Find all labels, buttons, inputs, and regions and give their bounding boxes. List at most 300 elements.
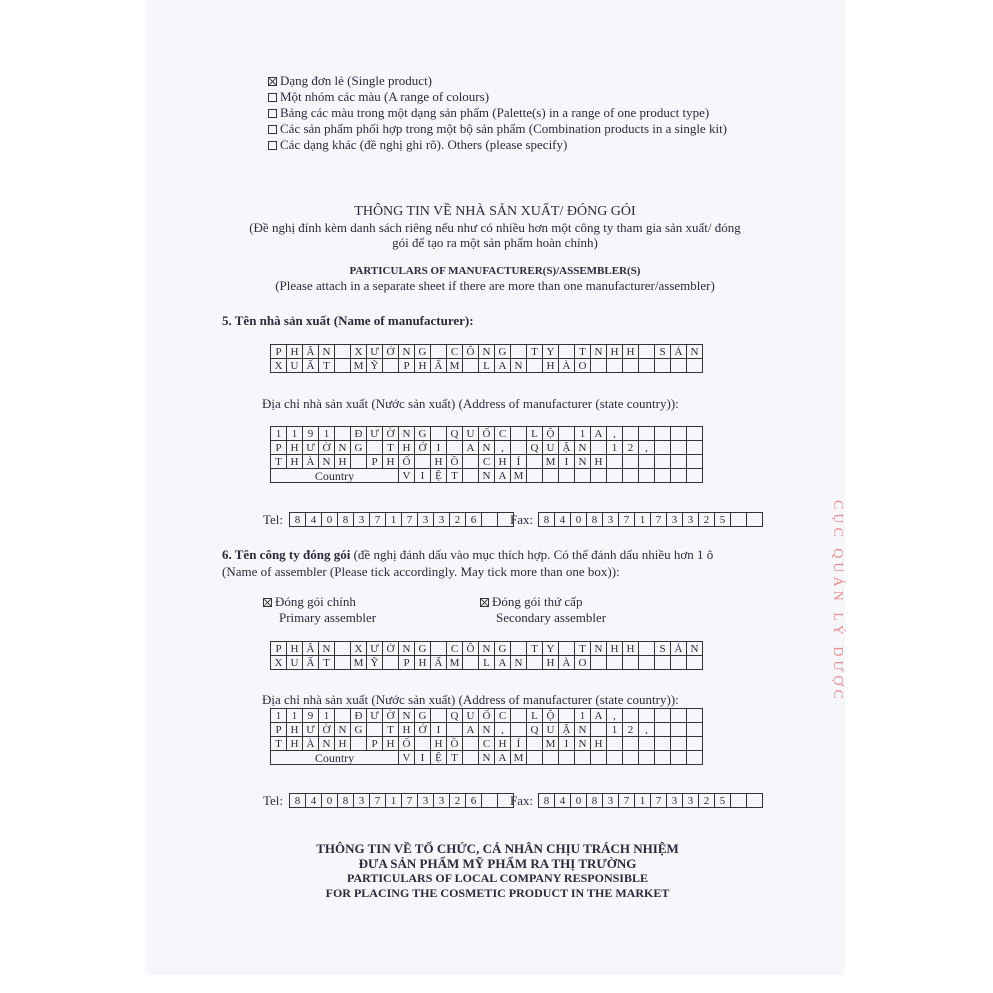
grid-cell[interactable]: 2 (450, 794, 466, 808)
grid-cell[interactable] (747, 794, 763, 808)
grid-cell[interactable]: T (527, 642, 543, 656)
grid-cell[interactable]: P (367, 455, 383, 469)
grid-cell[interactable]: 6 (466, 794, 482, 808)
grid-cell[interactable]: Í (511, 737, 527, 751)
grid-cell[interactable]: M (351, 359, 367, 373)
grid-cell[interactable] (335, 656, 351, 670)
grid-cell[interactable]: Ư (367, 709, 383, 723)
grid-cell[interactable] (671, 737, 687, 751)
grid-cell[interactable] (559, 427, 575, 441)
grid-cell[interactable]: N (335, 441, 351, 455)
grid-cell[interactable] (575, 751, 591, 765)
grid-cell[interactable] (655, 751, 671, 765)
grid-cell[interactable]: H (607, 345, 623, 359)
grid-cell[interactable] (463, 469, 479, 483)
grid-cell[interactable]: 1 (287, 709, 303, 723)
grid-cell[interactable] (335, 427, 351, 441)
grid-cell[interactable]: 9 (303, 427, 319, 441)
grid-cell[interactable]: N (687, 345, 703, 359)
grid-cell[interactable]: 1 (271, 709, 287, 723)
grid-cell[interactable]: N (511, 359, 527, 373)
grid-cell[interactable]: N (479, 345, 495, 359)
grid-cell[interactable]: H (287, 345, 303, 359)
grid-cell[interactable]: 0 (571, 794, 587, 808)
grid-cell[interactable] (655, 359, 671, 373)
grid-cell[interactable] (463, 737, 479, 751)
grid-cell[interactable]: N (319, 455, 335, 469)
grid-cell[interactable]: 3 (683, 794, 699, 808)
grid-cell[interactable]: Ô (463, 345, 479, 359)
grid-cell[interactable]: Ố (479, 427, 495, 441)
grid-cell[interactable] (687, 359, 703, 373)
grid-cell[interactable] (687, 656, 703, 670)
option-range-colours[interactable]: Một nhóm các màu (A range of colours) (268, 89, 727, 105)
grid-cell[interactable] (607, 751, 623, 765)
grid-cell[interactable] (559, 751, 575, 765)
grid-cell[interactable]: N (575, 737, 591, 751)
grid-cell[interactable] (383, 656, 399, 670)
grid-cell[interactable]: I (559, 737, 575, 751)
grid-cell[interactable]: S (655, 345, 671, 359)
grid-cell[interactable]: M (543, 455, 559, 469)
grid-cell[interactable]: 1 (607, 723, 623, 737)
grid-cell[interactable]: Ư (367, 642, 383, 656)
grid-cell[interactable]: Ư (367, 345, 383, 359)
grid-cell[interactable] (687, 723, 703, 737)
grid-cell[interactable] (591, 723, 607, 737)
grid-cell[interactable] (383, 359, 399, 373)
grid-cell[interactable]: Ố (399, 455, 415, 469)
grid-cell[interactable] (687, 737, 703, 751)
grid-cell[interactable]: C (479, 455, 495, 469)
grid-cell[interactable]: Ư (367, 427, 383, 441)
grid-cell[interactable] (559, 345, 575, 359)
grid-cell[interactable]: H (543, 656, 559, 670)
grid-cell[interactable]: Ỹ (367, 656, 383, 670)
grid-cell[interactable]: A (495, 656, 511, 670)
grid-cell[interactable]: 3 (354, 513, 370, 527)
grid-cell[interactable]: N (591, 345, 607, 359)
grid-cell[interactable]: Q (527, 441, 543, 455)
grid-cell[interactable]: Í (511, 455, 527, 469)
grid-cell[interactable]: 0 (322, 794, 338, 808)
grid-cell[interactable]: Ồ (447, 737, 463, 751)
grid-cell[interactable] (639, 642, 655, 656)
grid-cell[interactable] (607, 469, 623, 483)
grid-cell[interactable]: H (287, 723, 303, 737)
grid-cell[interactable]: 1 (635, 513, 651, 527)
grid-cell[interactable] (655, 427, 671, 441)
grid-cell[interactable] (639, 737, 655, 751)
grid-cell[interactable]: C (447, 642, 463, 656)
grid-cell[interactable] (607, 737, 623, 751)
grid-cell[interactable] (335, 709, 351, 723)
grid-cell[interactable]: 4 (306, 513, 322, 527)
grid-cell[interactable]: , (495, 723, 511, 737)
grid-cell[interactable]: N (479, 469, 495, 483)
grid-cell[interactable]: H (495, 455, 511, 469)
grid-cell[interactable]: M (351, 656, 367, 670)
grid-cell[interactable]: Ồ (447, 455, 463, 469)
grid-cell[interactable]: Ở (383, 642, 399, 656)
grid-cell[interactable] (351, 455, 367, 469)
grid-cell[interactable]: Y (543, 642, 559, 656)
grid-cell[interactable]: 2 (623, 441, 639, 455)
grid-cell[interactable]: G (415, 345, 431, 359)
grid-cell[interactable] (527, 751, 543, 765)
grid-cell[interactable] (415, 455, 431, 469)
grid-cell[interactable]: Q (447, 709, 463, 723)
grid-cell[interactable]: Ấ (303, 359, 319, 373)
grid-cell[interactable]: T (383, 441, 399, 455)
grid-cell[interactable]: I (431, 723, 447, 737)
grid-cell[interactable] (655, 723, 671, 737)
grid-cell[interactable] (527, 469, 543, 483)
grid-cell[interactable]: M (511, 469, 527, 483)
grid-cell[interactable]: 0 (571, 513, 587, 527)
grid-cell[interactable] (687, 441, 703, 455)
grid-cell[interactable]: N (399, 345, 415, 359)
grid-cell[interactable]: N (479, 441, 495, 455)
grid-cell[interactable]: Ờ (319, 723, 335, 737)
grid-cell[interactable]: H (415, 656, 431, 670)
grid-cell[interactable]: A (591, 427, 607, 441)
grid-cell[interactable]: H (383, 737, 399, 751)
grid-cell[interactable]: P (271, 345, 287, 359)
grid-cell[interactable] (607, 359, 623, 373)
grid-cell[interactable]: Ấ (303, 656, 319, 670)
grid-cell[interactable]: Ờ (383, 709, 399, 723)
grid-cell[interactable] (367, 441, 383, 455)
grid-cell[interactable] (591, 441, 607, 455)
grid-cell[interactable]: 1 (575, 427, 591, 441)
grid-cell[interactable] (431, 345, 447, 359)
grid-cell[interactable]: 7 (402, 794, 418, 808)
grid-cell[interactable]: U (543, 441, 559, 455)
grid-cell[interactable]: N (687, 642, 703, 656)
grid-cell[interactable] (335, 359, 351, 373)
grid-cell[interactable]: L (479, 359, 495, 373)
option-others[interactable]: Các dạng khác (đề nghị ghi rõ). Others (please specify) (268, 137, 727, 153)
grid-cell[interactable]: A (495, 469, 511, 483)
grid-cell[interactable]: V (399, 469, 415, 483)
grid-cell[interactable]: 7 (370, 794, 386, 808)
grid-cell[interactable]: Ở (383, 345, 399, 359)
grid-cell[interactable] (671, 359, 687, 373)
grid-cell[interactable]: H (607, 642, 623, 656)
grid-cell[interactable] (639, 455, 655, 469)
grid-cell[interactable] (639, 656, 655, 670)
grid-cell[interactable]: Đ (351, 709, 367, 723)
grid-cell[interactable]: U (463, 709, 479, 723)
grid-cell[interactable]: I (415, 751, 431, 765)
grid-cell[interactable] (463, 359, 479, 373)
grid-cell[interactable]: Ỹ (367, 359, 383, 373)
grid-cell[interactable] (731, 794, 747, 808)
grid-cell[interactable]: 1 (386, 513, 402, 527)
grid-cell[interactable] (687, 427, 703, 441)
grid-cell[interactable]: 1 (287, 427, 303, 441)
grid-cell[interactable]: C (495, 427, 511, 441)
grid-cell[interactable]: N (591, 642, 607, 656)
grid-cell[interactable]: H (591, 455, 607, 469)
grid-cell[interactable]: N (575, 723, 591, 737)
grid-cell[interactable] (511, 723, 527, 737)
grid-cell[interactable]: 3 (603, 513, 619, 527)
grid-cell[interactable]: N (479, 723, 495, 737)
grid-cell[interactable]: X (351, 345, 367, 359)
grid-cell[interactable] (351, 737, 367, 751)
grid-cell[interactable]: , (639, 441, 655, 455)
grid-cell[interactable]: M (511, 751, 527, 765)
grid-cell[interactable] (687, 751, 703, 765)
grid-cell[interactable]: 3 (683, 513, 699, 527)
grid-cell[interactable] (527, 455, 543, 469)
grid-cell[interactable]: 8 (587, 513, 603, 527)
grid-cell[interactable]: 1 (319, 427, 335, 441)
grid-cell[interactable] (591, 359, 607, 373)
grid-cell[interactable]: Q (527, 723, 543, 737)
grid-cell[interactable]: 5 (715, 794, 731, 808)
grid-cell[interactable]: 7 (370, 513, 386, 527)
grid-cell[interactable] (543, 469, 559, 483)
grid-cell[interactable]: À (303, 737, 319, 751)
grid-cell[interactable]: 2 (699, 513, 715, 527)
grid-cell[interactable] (591, 469, 607, 483)
grid-cell[interactable]: N (319, 737, 335, 751)
grid-cell[interactable] (335, 642, 351, 656)
grid-cell[interactable]: N (335, 723, 351, 737)
grid-cell[interactable]: U (287, 359, 303, 373)
grid-cell[interactable]: G (351, 723, 367, 737)
grid-cell[interactable]: U (543, 723, 559, 737)
grid-cell[interactable]: 8 (539, 794, 555, 808)
grid-cell[interactable]: Ờ (383, 427, 399, 441)
grid-cell[interactable]: G (415, 709, 431, 723)
grid-cell[interactable] (447, 723, 463, 737)
grid-cell[interactable]: 8 (290, 513, 306, 527)
grid-cell[interactable]: Y (543, 345, 559, 359)
grid-cell[interactable]: 9 (303, 709, 319, 723)
grid-cell[interactable]: H (623, 345, 639, 359)
grid-cell[interactable]: 3 (434, 513, 450, 527)
grid-cell[interactable] (575, 469, 591, 483)
grid-cell[interactable]: Â (303, 345, 319, 359)
grid-cell[interactable] (527, 737, 543, 751)
grid-cell[interactable]: Ẩ (431, 656, 447, 670)
grid-cell[interactable]: T (383, 723, 399, 737)
option-single-product[interactable]: Dạng đơn lẻ (Single product) (268, 73, 727, 89)
grid-cell[interactable]: A (495, 751, 511, 765)
grid-cell[interactable]: 7 (651, 794, 667, 808)
grid-cell[interactable]: T (271, 455, 287, 469)
grid-cell[interactable]: Ô (463, 642, 479, 656)
grid-cell[interactable]: H (287, 455, 303, 469)
grid-cell[interactable]: 3 (418, 794, 434, 808)
grid-cell[interactable] (431, 427, 447, 441)
grid-cell[interactable]: 8 (587, 794, 603, 808)
grid-cell[interactable] (415, 737, 431, 751)
grid-cell[interactable]: Ớ (415, 723, 431, 737)
grid-cell[interactable]: T (575, 642, 591, 656)
grid-cell[interactable]: 1 (271, 427, 287, 441)
grid-cell[interactable]: Ư (303, 441, 319, 455)
grid-cell[interactable]: U (463, 427, 479, 441)
grid-cell[interactable]: T (271, 737, 287, 751)
grid-cell[interactable]: I (559, 455, 575, 469)
grid-cell[interactable] (431, 709, 447, 723)
grid-cell[interactable] (511, 345, 527, 359)
grid-cell[interactable] (671, 723, 687, 737)
grid-cell[interactable]: V (399, 751, 415, 765)
grid-cell[interactable] (559, 709, 575, 723)
grid-cell[interactable] (607, 455, 623, 469)
grid-cell[interactable]: Ớ (415, 441, 431, 455)
grid-cell[interactable]: H (495, 737, 511, 751)
grid-cell[interactable] (623, 656, 639, 670)
grid-cell[interactable]: H (623, 642, 639, 656)
grid-cell[interactable] (655, 737, 671, 751)
grid-cell[interactable] (623, 751, 639, 765)
grid-cell[interactable]: T (575, 345, 591, 359)
grid-cell[interactable]: L (527, 709, 543, 723)
grid-cell[interactable]: 8 (338, 794, 354, 808)
grid-cell[interactable] (591, 656, 607, 670)
grid-cell[interactable]: 1 (386, 794, 402, 808)
grid-cell[interactable]: 3 (667, 794, 683, 808)
option-palette[interactable]: Bảng các màu trong một dạng sản phẩm (Palette(s) in a range of one product type) (268, 105, 727, 121)
grid-cell[interactable]: N (319, 642, 335, 656)
grid-cell[interactable]: 5 (715, 513, 731, 527)
grid-cell[interactable]: X (271, 656, 287, 670)
grid-cell[interactable]: A (463, 441, 479, 455)
grid-cell[interactable]: X (351, 642, 367, 656)
grid-cell[interactable]: Ả (671, 345, 687, 359)
grid-cell[interactable] (511, 642, 527, 656)
grid-cell[interactable] (463, 455, 479, 469)
grid-cell[interactable]: T (319, 656, 335, 670)
grid-cell[interactable]: I (431, 441, 447, 455)
grid-cell[interactable] (687, 709, 703, 723)
grid-cell[interactable] (623, 427, 639, 441)
grid-cell[interactable]: Ệ (431, 751, 447, 765)
grid-cell[interactable]: P (271, 441, 287, 455)
grid-cell[interactable]: 8 (338, 513, 354, 527)
grid-cell[interactable]: , (639, 723, 655, 737)
grid-cell[interactable]: 3 (418, 513, 434, 527)
grid-cell[interactable]: N (575, 455, 591, 469)
grid-cell[interactable] (655, 455, 671, 469)
grid-cell[interactable]: C (495, 709, 511, 723)
grid-cell[interactable] (511, 441, 527, 455)
grid-cell[interactable]: P (271, 642, 287, 656)
grid-cell[interactable]: H (431, 737, 447, 751)
grid-cell[interactable]: I (415, 469, 431, 483)
grid-cell[interactable]: 8 (290, 794, 306, 808)
grid-cell[interactable]: N (575, 441, 591, 455)
grid-cell[interactable] (482, 794, 498, 808)
grid-cell[interactable] (482, 513, 498, 527)
grid-cell[interactable]: N (399, 709, 415, 723)
grid-cell[interactable]: N (399, 642, 415, 656)
grid-cell[interactable]: 7 (402, 513, 418, 527)
grid-cell[interactable] (671, 455, 687, 469)
grid-cell[interactable]: P (399, 656, 415, 670)
grid-cell[interactable]: O (575, 359, 591, 373)
grid-cell[interactable]: G (415, 642, 431, 656)
grid-cell[interactable]: M (447, 656, 463, 670)
grid-cell[interactable]: 7 (651, 513, 667, 527)
grid-cell[interactable]: S (655, 642, 671, 656)
grid-cell[interactable]: Ậ (559, 441, 575, 455)
grid-cell[interactable]: P (271, 723, 287, 737)
grid-cell[interactable] (671, 709, 687, 723)
grid-cell[interactable] (463, 656, 479, 670)
grid-cell[interactable]: 2 (450, 513, 466, 527)
grid-cell[interactable] (431, 642, 447, 656)
grid-cell[interactable]: H (383, 455, 399, 469)
grid-cell[interactable] (335, 345, 351, 359)
grid-cell[interactable] (731, 513, 747, 527)
grid-cell[interactable] (367, 723, 383, 737)
grid-cell[interactable] (655, 709, 671, 723)
grid-cell[interactable] (687, 469, 703, 483)
grid-cell[interactable] (671, 427, 687, 441)
grid-cell[interactable]: 0 (322, 513, 338, 527)
grid-cell[interactable]: H (543, 359, 559, 373)
grid-cell[interactable]: , (607, 709, 623, 723)
grid-cell[interactable]: U (287, 656, 303, 670)
grid-cell[interactable] (559, 642, 575, 656)
grid-cell[interactable] (527, 359, 543, 373)
grid-cell[interactable] (447, 441, 463, 455)
grid-cell[interactable]: A (591, 709, 607, 723)
grid-cell[interactable]: N (511, 656, 527, 670)
grid-cell[interactable]: O (575, 656, 591, 670)
grid-cell[interactable]: H (399, 441, 415, 455)
grid-cell[interactable]: 6 (466, 513, 482, 527)
grid-cell[interactable]: N (399, 427, 415, 441)
grid-cell[interactable]: P (399, 359, 415, 373)
grid-cell[interactable]: G (351, 441, 367, 455)
grid-cell[interactable] (623, 737, 639, 751)
grid-cell[interactable]: 7 (619, 513, 635, 527)
grid-cell[interactable]: L (527, 427, 543, 441)
grid-cell[interactable]: H (287, 642, 303, 656)
grid-cell[interactable]: Ư (303, 723, 319, 737)
grid-cell[interactable] (591, 751, 607, 765)
grid-cell[interactable] (687, 455, 703, 469)
grid-cell[interactable] (655, 656, 671, 670)
grid-cell[interactable]: 3 (434, 794, 450, 808)
grid-cell[interactable]: A (463, 723, 479, 737)
grid-cell[interactable]: H (335, 737, 351, 751)
grid-cell[interactable]: Ệ (431, 469, 447, 483)
grid-cell[interactable]: 8 (539, 513, 555, 527)
grid-cell[interactable]: H (431, 455, 447, 469)
secondary-assembler-option[interactable]: Đóng gói thứ cấp Secondary assembler (480, 594, 606, 626)
grid-cell[interactable]: Ờ (319, 441, 335, 455)
grid-cell[interactable] (671, 656, 687, 670)
grid-cell[interactable]: H (287, 737, 303, 751)
grid-cell[interactable]: Ố (479, 709, 495, 723)
grid-cell[interactable] (671, 751, 687, 765)
grid-cell[interactable]: 1 (575, 709, 591, 723)
grid-cell[interactable]: T (319, 359, 335, 373)
grid-cell[interactable]: N (479, 751, 495, 765)
grid-cell[interactable]: M (447, 359, 463, 373)
grid-cell[interactable] (623, 469, 639, 483)
